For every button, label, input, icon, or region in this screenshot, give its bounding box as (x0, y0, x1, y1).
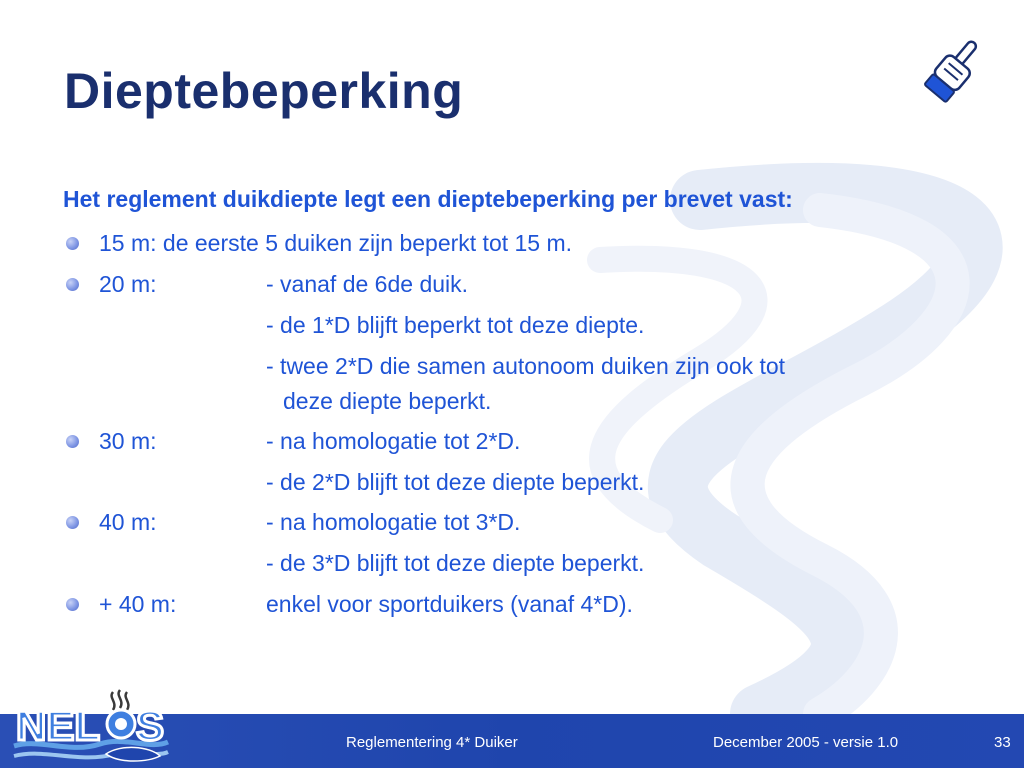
bullet-30m-label: 30 m: (99, 428, 157, 454)
bullet-20m-line-3-cont: deze diepte beperkt. (283, 388, 492, 414)
intro-text: Het reglement duikdiepte legt een dieptebeperking per brevet vast: (63, 186, 793, 212)
bullet-dot (66, 435, 79, 448)
bullet-40m-label: 40 m: (99, 509, 157, 535)
footer-title: Reglementering 4* Duiker (346, 734, 518, 751)
bullet-30m-line-2: - de 2*D blijft tot deze diepte beperkt. (266, 469, 645, 495)
bullet-plus40m-label: + 40 m: (99, 591, 177, 617)
footer-date: December 2005 - versie 1.0 (713, 734, 899, 751)
bullet-30m-line-1: - na homologatie tot 2*D. (266, 428, 521, 454)
nelos-logo (10, 684, 170, 768)
svg-text:NEL: NEL (16, 702, 100, 749)
bullet-dot (66, 278, 79, 291)
bullet-40m-line-2: - de 3*D blijft tot deze diepte beperkt. (266, 550, 645, 576)
bullet-20m-line-3: - twee 2*D die samen autonoom duiken zijn ook tot (266, 353, 786, 379)
bullet-dot (66, 516, 79, 529)
slide-number: 33 (994, 734, 1011, 751)
slide-title: Dieptebeperking (64, 63, 464, 119)
bullet-20m-label: 20 m: (99, 271, 157, 297)
bullet-plus40m-line-1: enkel voor sportduikers (vanaf 4*D). (266, 591, 633, 617)
bullet-15m-text: 15 m: de eerste 5 duiken zijn beperkt tot 15 m. (99, 230, 573, 256)
bullet-dot (66, 598, 79, 611)
bullet-20m-line-2: - de 1*D blijft beperkt tot deze diepte. (266, 312, 645, 338)
svg-text:S: S (136, 702, 165, 749)
bullet-dot (66, 237, 79, 250)
bullet-20m-line-1: - vanaf de 6de duik. (266, 271, 469, 297)
bullet-40m-line-1: - na homologatie tot 3*D. (266, 509, 521, 535)
